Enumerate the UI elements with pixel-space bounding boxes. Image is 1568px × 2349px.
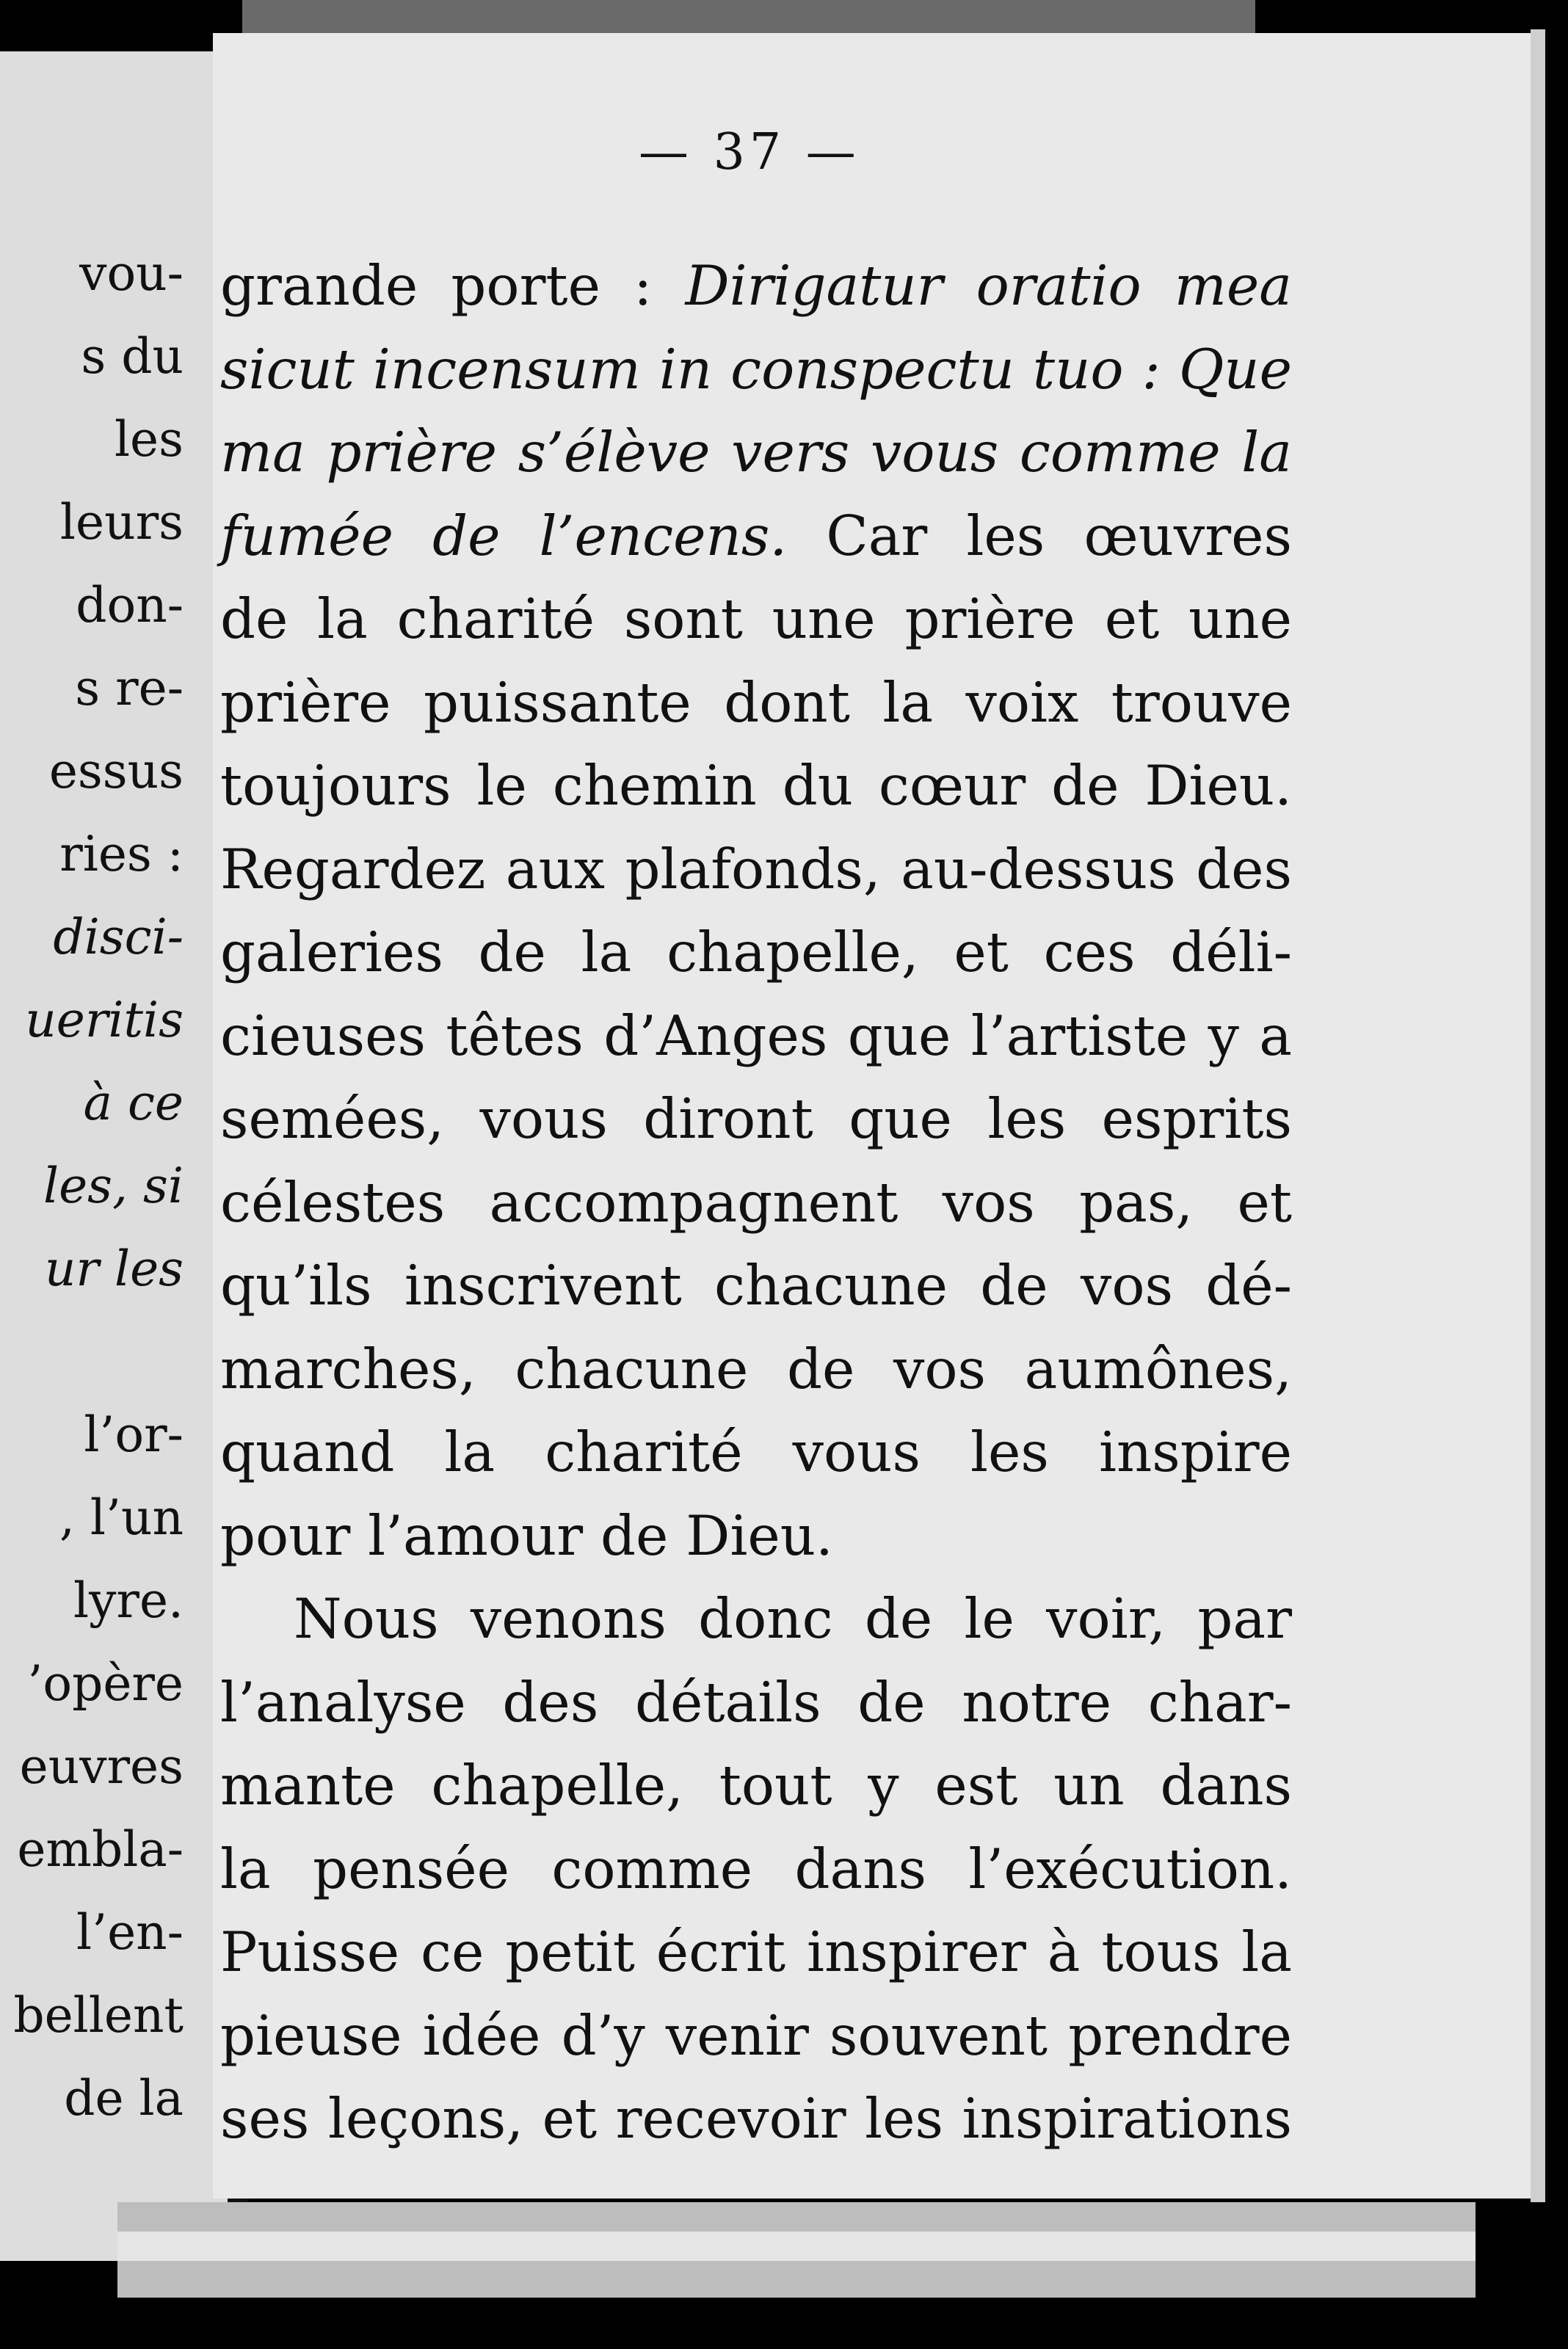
page-edge (1531, 29, 1545, 2202)
left-page-fragment: don- (76, 577, 184, 633)
left-page (0, 51, 228, 2261)
text-roman: quand la charité vous les inspire (220, 1420, 1292, 1484)
text-italic: fumée de l’encens. (220, 503, 788, 568)
text-roman: grande porte : (220, 253, 686, 318)
text-line (220, 2086, 1292, 2151)
left-page-fragment: s du (81, 328, 184, 385)
left-page-fragment: s re- (75, 660, 184, 716)
left-page-fragment: , l’un (59, 1489, 184, 1546)
text-line (220, 1420, 1292, 1484)
text-line (220, 1169, 1292, 1235)
text-line (220, 1253, 1292, 1318)
text-roman: marches, chacune de vos aumônes, (220, 1336, 1292, 1401)
text-roman: toujours le chemin du cœur de Dieu. (220, 753, 1292, 818)
text-line (220, 587, 1292, 651)
text-roman: Nous venons donc de le voir, par (294, 1586, 1292, 1651)
left-page-fragment: vou- (79, 245, 184, 302)
text-roman: Regardez aux plafonds, au-dessus des (220, 836, 1292, 901)
left-page-fragment: leurs (59, 494, 184, 551)
text-line (220, 253, 1292, 318)
text-italic: Dirigatur oratio mea (685, 253, 1292, 318)
text-line (220, 920, 1292, 984)
left-page-fragment: euvres (19, 1738, 184, 1795)
text-line (220, 1920, 1292, 1984)
text-line (220, 1003, 1292, 1068)
text-line (220, 753, 1292, 818)
text-roman: célestes accompagnent vos pas, et (220, 1169, 1292, 1235)
text-roman: mante chapelle, tout y est un dans (220, 1753, 1292, 1818)
left-page-fragment: disci- (53, 909, 184, 965)
text-line (220, 1336, 1292, 1401)
text-roman: qu’ils inscrivent chacune de vos dé- (220, 1253, 1292, 1318)
text-line (220, 669, 1292, 735)
left-page-fragment: de la (64, 2070, 184, 2127)
left-page-fragment: ’opère (27, 1655, 184, 1712)
left-page-fragment: lyre. (73, 1572, 184, 1629)
scan-top-strip (242, 0, 1255, 34)
text-line (220, 1836, 1292, 1901)
left-page-fragment: essus (48, 743, 184, 799)
text-line (220, 1503, 1292, 1568)
text-roman: ses leçons, et recevoir les inspirations (220, 2086, 1292, 2151)
text-line (220, 420, 1292, 484)
left-page-fragment: embla- (17, 1821, 184, 1878)
text-roman: la pensée comme dans l’exécution. (220, 1836, 1292, 1901)
text-roman: semées, vous diront que les esprits (220, 1086, 1292, 1151)
text-roman: Puisse ce petit écrit inspirer à tous la (220, 1920, 1292, 1984)
page-number: — 37 — (639, 123, 860, 181)
left-page-fragment: ueritis (25, 992, 184, 1048)
text-line (220, 836, 1292, 901)
left-page-fragment: à ce (83, 1075, 184, 1131)
text-roman: prière puissante dont la voix trouve (220, 669, 1292, 735)
left-page-fragment: l’or- (84, 1406, 184, 1463)
text-roman: cieuses têtes d’Anges que l’artiste y a (220, 1003, 1292, 1068)
left-page-fragment: bellent (13, 1987, 184, 2044)
text-line (220, 1086, 1292, 1151)
left-page-fragment: les (114, 411, 184, 468)
text-roman: de la charité sont une prière et une (220, 587, 1292, 651)
text-line (220, 1586, 1292, 1651)
text-roman: l’analyse des détails de notre char- (220, 1669, 1292, 1735)
left-page-fragment: ur les (44, 1241, 184, 1297)
text-line (220, 503, 1293, 568)
text-line (220, 2003, 1292, 2068)
text-roman: Car les œuvres (787, 503, 1293, 568)
text-line (220, 336, 1292, 402)
left-page-fragment: ries : (59, 826, 184, 882)
text-italic: sicut incensum in conspectu tuo : Que (220, 336, 1292, 402)
text-italic: ma prière s’élève vers vous comme la (220, 420, 1292, 484)
left-page-fragment: les, si (43, 1158, 184, 1214)
binding-tape (117, 2232, 1476, 2261)
left-page-fragment: l’en- (76, 1904, 184, 1961)
text-line (220, 1753, 1292, 1818)
text-roman: pieuse idée d’y venir souvent prendre (220, 2003, 1292, 2068)
text-line (220, 1669, 1292, 1735)
text-roman: galeries de la chapelle, et ces déli- (220, 920, 1292, 984)
text-roman: pour l’amour de Dieu. (220, 1503, 833, 1568)
